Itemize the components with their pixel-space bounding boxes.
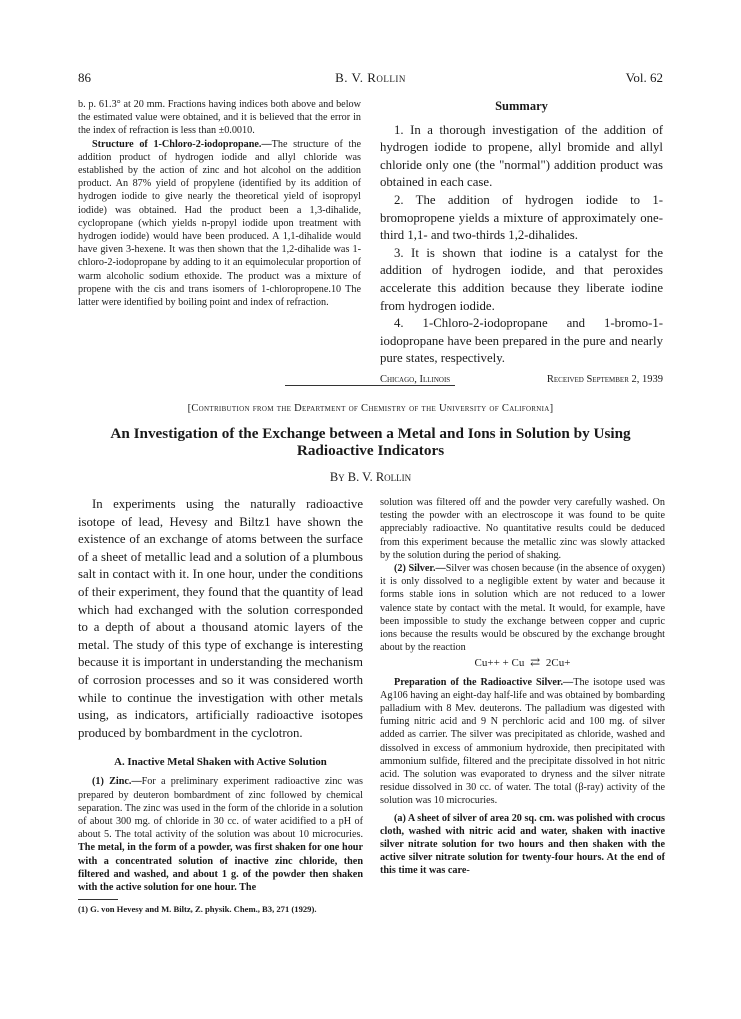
paragraph-bold-text: The metal, in the form of a powder, was first shaken for one hour with a concentrated solution of inactive zinc chloride, then filtered and washed, and about 1 g. of the powder then shaken with the active solution for one hour. The — [78, 842, 363, 893]
byline: By B. V. Rollin — [329, 470, 412, 484]
footnote-rule — [78, 899, 118, 900]
paragraph-heading: Structure of 1-Chloro-2-iodopropane.— — [92, 138, 272, 150]
running-header — [78, 70, 663, 86]
intro-paragraph: In experiments using the naturally radioactive isotope of lead, Hevesy and Biltz1 have shown the existence of an exchange of atoms between the surface of a sheet of metallic lead and a solution of a plumbous salt in contact with it. In one hour, under the conditions of their experiment, they found that the quantity of lead which had exchanged with the solution corresponded to a depth of about a thousand atomic layers of the metal. The study of this type of exchange is interesting because it is important in understanding the mechanism of corrosion processes and so it was considered worth while to continue the investigation with other metals using, as indicators, artificially radioactive isotopes produced by bombardment in the cyclotron. — [78, 497, 363, 740]
summary-heading: Summary — [495, 99, 548, 113]
page-number: 86 — [78, 70, 91, 85]
paragraph-body: Silver was chosen because (in the absence of oxygen) it is only dissolved to a negligible extent by water and because it forms stable ions in solution which are not reduced to a lower valence state by contact with the metal. It would, for example, have been impossible to study the exchange between copper and cupric ions because the results would be obscured by the exchange brought about by the reaction — [380, 563, 666, 654]
summary-item: 1. In a thorough investigation of the addition of hydrogen iodide to propene, allyl bromide and allyl chloride only one (the "normal") addition product was obtained in each case. — [380, 122, 663, 190]
paragraph — [380, 676, 665, 808]
paragraph — [380, 562, 665, 654]
paragraph — [78, 138, 361, 310]
paragraph: b. p. 61.3° at 20 mm. Fractions having indices both above and below the estimated value were obtained, and it is believed that the error in the index of refraction is less than ±0.0010. — [78, 99, 361, 137]
reaction-right: 2Cu+ — [545, 657, 571, 670]
paragraph-body: For a preliminary experiment radioactive zinc was prepared by deuteron bombardment of zinc followed by chemical separation. The zinc was used in the form of the chloride in a solution of about 300 mg. of chloride in 30 cc. of water acidified to a pH of about 5. The total activity of the solution was about 10 microcuries. — [78, 776, 363, 841]
article-left-column — [78, 496, 363, 915]
paragraph: solution was filtered off and the powder very carefully washed. On testing the powder with an electroscope it was found to be quite appreciably radioactive. No quantitative results could be deduced from this experiment because the metallic zinc was slowly attacked by the solution during the period of shaking. — [380, 497, 665, 561]
paragraph-heading: Preparation of the Radioactive Silver.— — [394, 676, 574, 688]
paragraph-heading: (1) Zinc.— — [92, 776, 142, 788]
paragraph: (a) A sheet of silver of area 20 sq. cm. was polished with crocus cloth, washed with nitric acid and water, shaken with inactive silver nitrate solution for two hours and then shaken with the active silver nitrate solution for twenty-four hours. At the end of this time it was care- — [380, 812, 665, 877]
summary-item: 4. 1-Chloro-2-iodopropane and 1-bromo-1-iodopropane have been prepared in the pure and nearly pure states, respectively. — [380, 316, 663, 366]
paragraph-body: The isotope used was Ag106 having an eight-day half-life and was obtained by bombarding palladium with 8 Mev. deuterons. The palladium was digested with fuming nitric acid and 9 N perchloric acid and 100 mg. of silver added as carrier. The silver was precipitated as chloride, washed and dissolved in excess of ammonium hydroxide, then precipitated with ammonium sulfide, filtered and the precipitate dissolved in hot nitric acid. The solution was evaporated to dryness and the silver nitrate residue dissolved in 30 cc. of water. The total (β-ray) activity of the solution was 10 microcuries. — [380, 676, 665, 807]
summary-item: 2. The addition of hydrogen iodide to 1-bromopropene yields a mixture of approximately one-third 1,1- and two-thirds 1,2-dihalides. — [380, 192, 663, 243]
volume-label: Vol. 62 — [625, 70, 663, 85]
paragraph — [78, 775, 363, 894]
reaction-left: Cu++ + Cu — [474, 657, 525, 670]
footnote: (1) G. von Hevesy and M. Biltz, Z. physik. Chem., B3, 271 (1929). — [78, 904, 317, 915]
summary-item: 3. It is shown that iodine is a catalyst for the addition of hydrogen iodide, and that peroxides accelerate this addition because they liberate iodine from hydrogen iodide. — [380, 245, 663, 313]
location: Chicago, Illinois — [380, 373, 451, 385]
equilibrium-arrows-icon: ⇄ — [530, 655, 541, 670]
article-right-column — [380, 496, 665, 878]
summary-column — [380, 98, 663, 389]
paragraph-heading: (2) Silver.— — [394, 563, 446, 575]
article-divider — [285, 385, 455, 386]
section-heading: A. Inactive Metal Shaken with Active Solution — [114, 756, 327, 769]
reaction-equation — [380, 656, 665, 670]
contribution-line: [Contribution from the Department of Chemistry of the University of California] — [187, 403, 554, 414]
paragraph-body: The structure of the addition product of hydrogen iodide and allyl chloride was established by the action of zinc and hot alcohol on the addition product. An 87% yield of propylene (identified by its addition of hydrogen iodide to give nearly the theoretical yield of isopropyl iodide) was obtained. Had the product been a 1,3-dihalide, cyclopropane (which yields n-propyl iodide upon treatment with hydrogen iodide) would have been produced. A 1,1-dihalide would have given 3-hexene. It was then shown that the 1,2-dihalide was 1-chloro-2-iodopropane by adding to it an equimolecular proportion of warm alcoholic sodium ethoxide. The product was a mixture of propene with the cis and trans isomers of 1-chloropropene.10 The latter were identified by boiling point and index of refraction. — [78, 138, 361, 309]
previous-article-column — [78, 98, 361, 309]
article-title: An Investigation of the Exchange between a Metal and Ions in Solution by Using Radioactive Indicators — [110, 425, 631, 459]
running-author: B. V. Rollin — [335, 70, 406, 85]
received-date: Received September 2, 1939 — [546, 373, 663, 385]
